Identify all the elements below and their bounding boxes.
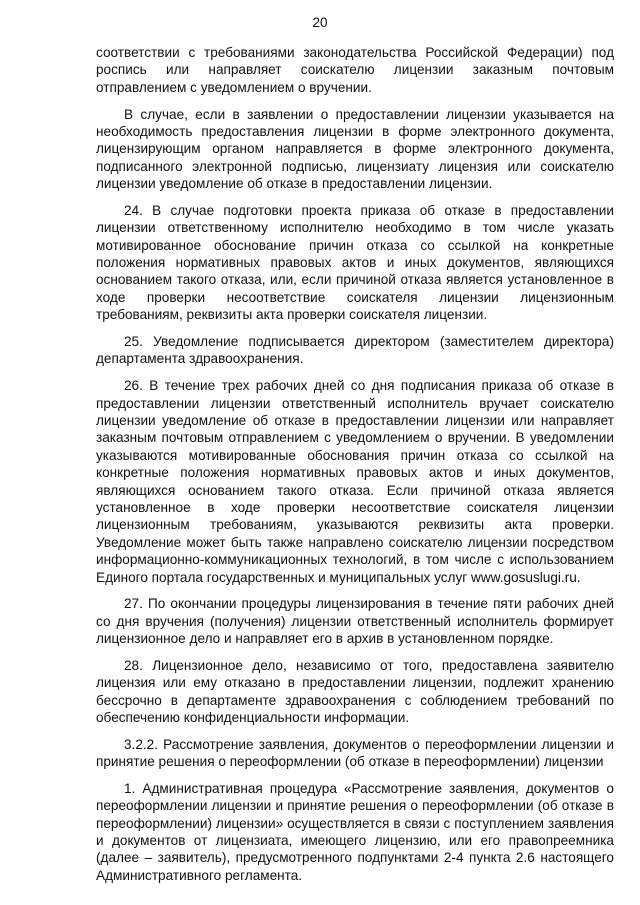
paragraph-continuation: соответствии с требованиями законодательства Российской Федерации) под роспись или направляет соискателю лицензии заказным почтовым отправлением с уведомлением о вручении. <box>96 45 614 95</box>
page-number: 20 <box>312 15 328 30</box>
section-heading-3-2-2: 3.2.2. Рассмотрение заявления, документов о переоформлении лицензии и принятие решения о переоформлении (об отказе в переоформлении) лицензии <box>96 736 614 770</box>
document-body <box>96 44 614 894</box>
paragraph-electronic-license: В случае, если в заявлении о предоставлении лицензии указывается на необходимость предоставления лицензии в форме электронного документа, лицензирующим органом направляется в форме электронного документа, подписанного электронной подписью, лицензиату лицензия или соискателю лицензии уведомление об отказе в предоставлении лицензии. <box>96 106 614 192</box>
paragraph-24: 24. В случае подготовки проекта приказа об отказе в предоставлении лицензии ответственному исполнителю необходимо в том числе указать мотивированное обоснование причин отказа со ссылкой на конкретные положения нормативных правовых актов и иных документов, являющихся основанием такого отказа, или, если причиной отказа является установленное в ходе проверки несоответствие соискателя лицензии лицензионным требованиям, реквизиты акта проверки соискателя лицензии. <box>96 202 614 323</box>
paragraph-25: 25. Уведомление подписывается директором (заместителем директора) департамента здравоохранения. <box>96 333 614 367</box>
paragraph-26: 26. В течение трех рабочих дней со дня подписания приказа об отказе в предоставлении лицензии ответственный исполнитель вручает соискателю лицензии уведомление об отказе в предоставлении лицензии или направляет заказным почтовым отправлением с уведомлением о вручении. В уведомлении указываются мотивированные обоснования причин отказа со ссылкой на конкретные положения нормативных правовых актов и иных документов, являющихся основанием такого отказа. Если причиной отказа является установленное в ходе проверки несоответствие соискателя лицензии лицензионным требованиям, указываются реквизиты акта проверки. Уведомление может быть также направлено соискателю лицензии посредством информационно-коммуникационных технологий, в том числе с использованием Единого портала государственных и муниципальных услуг www.gosuslugi.ru. <box>96 378 614 585</box>
paragraph-1: 1. Административная процедура «Рассмотрение заявления, документов о переоформлении лицензии и принятие решения о переоформлении (об отказе в переоформлении) лицензии» осуществляется в связи с поступлением заявления и документов от лицензиата, имеющего лицензию, или его правопреемника (далее – заявитель), предусмотренного подпунктами 2-4 пункта 2.6 настоящего Административного регламента. <box>96 780 614 883</box>
paragraph-27: 27. По окончании процедуры лицензирования в течение пяти рабочих дней со дня вручения (получения) лицензии ответственный исполнитель формирует лицензионное дело и направляет его в архив в установленном порядке. <box>96 596 614 647</box>
paragraph-28: 28. Лицензионное дело, независимо от того, предоставлена заявителю лицензия или ему отказано в предоставлении лицензии, подлежит хранению бессрочно в департаменте здравоохранения с соблюдением требований по обеспечению конфиденциальности информации. <box>96 657 614 725</box>
